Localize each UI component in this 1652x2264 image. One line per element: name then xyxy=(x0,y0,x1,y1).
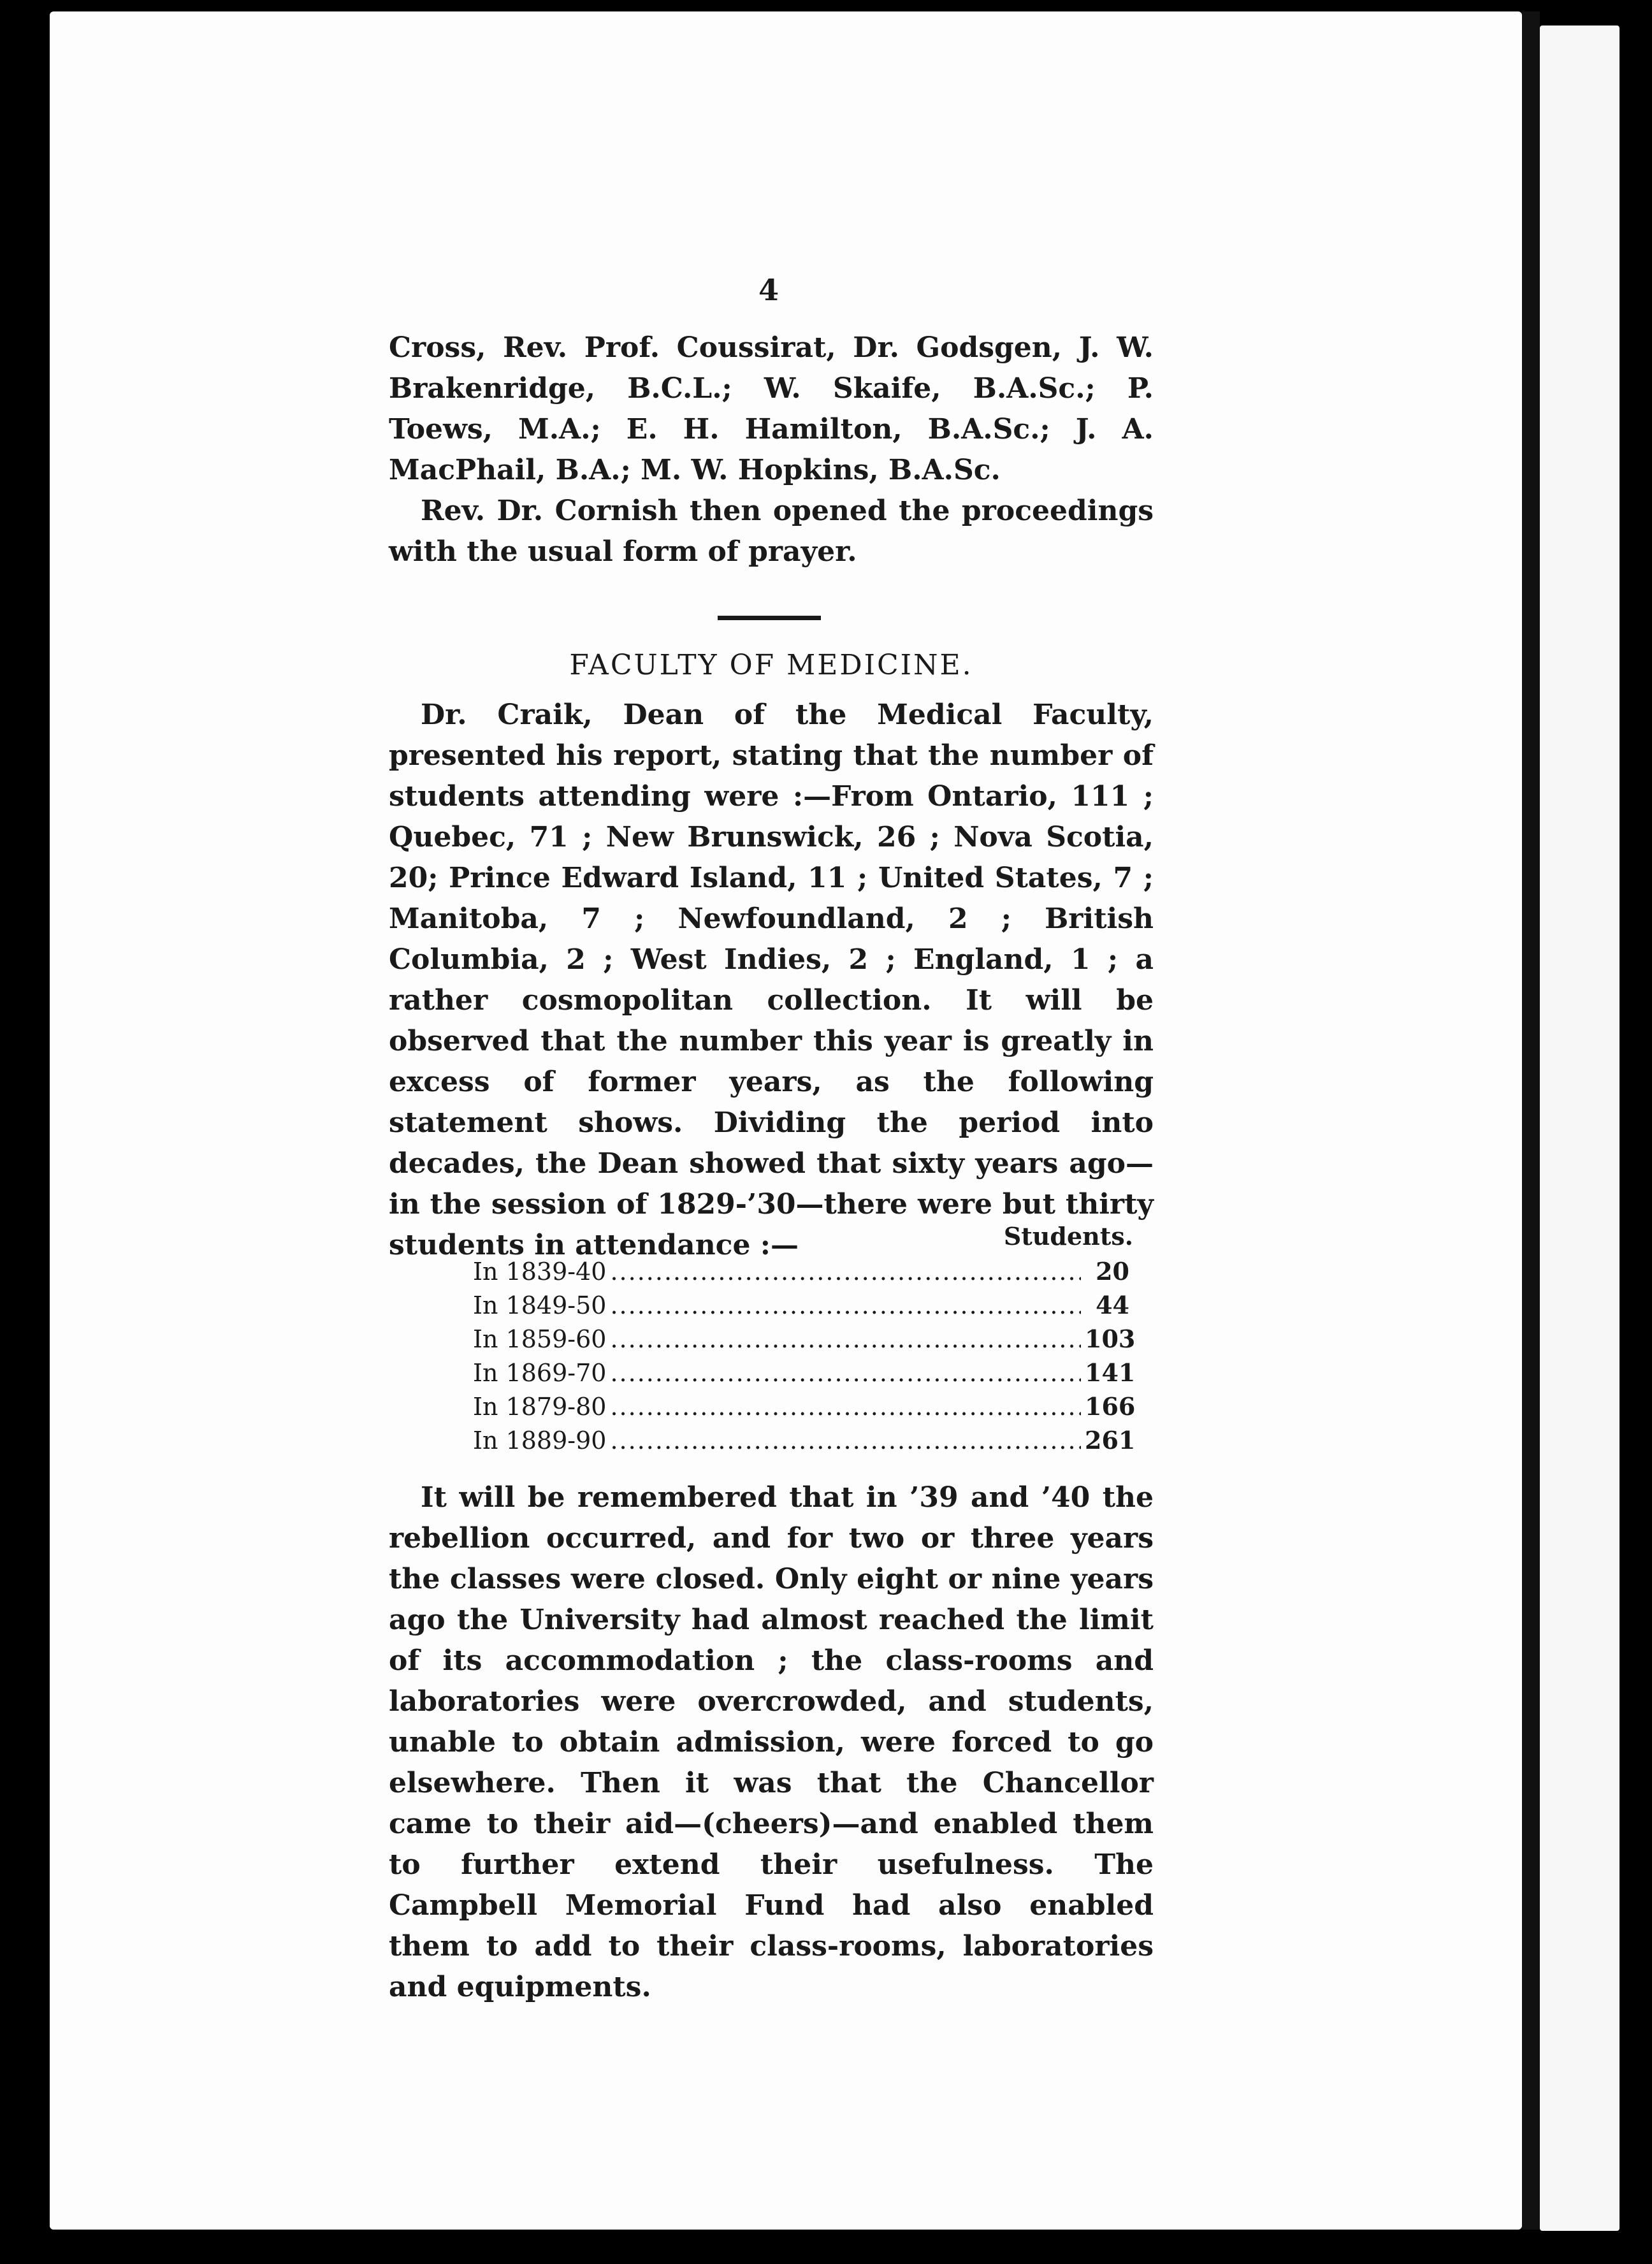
dot-leader xyxy=(610,1323,1081,1356)
student-count: 20 xyxy=(1096,1257,1129,1286)
period-label: In 1869-70 xyxy=(473,1359,607,1387)
student-count: 166 xyxy=(1085,1392,1136,1421)
prayer-block xyxy=(389,491,1154,572)
prayer-paragraph: Rev. Dr. Cornish then opened the proceedings with the usual form of prayer. xyxy=(389,495,1154,568)
period-label: In 1839-40 xyxy=(473,1258,607,1286)
attendees-block xyxy=(389,328,1154,491)
period-label: In 1889-90 xyxy=(473,1426,607,1455)
dean-report-paragraph: Dr. Craik, Dean of the Medical Faculty, presented his report, stating that the number of students attending were :—From Ontario, 111 ; Quebec, 71 ; New Brunswick, 26 ; Nova Scotia, 20; Prince Edward Island, 11 ; United States, 7 ; Manitoba, 7 ; Newfoundland, 2 ; British Columbia, 2 ; West Indies, 2 ; England, 1 ; a rather cosmopolitan collection. It will be observed that the number this year is greatly in excess of former years, as the following statement shows. Dividing the period into decades, the Dean showed that sixty years ago—in the session of 1829-’30—there were but thirty students in attendance :— xyxy=(389,699,1154,1261)
dot-leader xyxy=(610,1289,1081,1323)
table-row xyxy=(473,1288,1129,1322)
section-divider xyxy=(718,616,821,620)
period-label: In 1859-60 xyxy=(473,1325,607,1353)
student-count: 103 xyxy=(1085,1324,1136,1353)
dot-leader xyxy=(610,1356,1081,1390)
dot-leader xyxy=(610,1424,1081,1458)
dean-report-block xyxy=(389,695,1154,1266)
closing-block xyxy=(389,1477,1154,2008)
table-row xyxy=(473,1322,1136,1356)
attendees-paragraph: Cross, Rev. Prof. Coussirat, Dr. Godsgen, J. W. Brakenridge, B.C.L.; W. Skaife, B.A.Sc.; P. Toews, M.A.; E. H. Hamilton, B.A.Sc.; J. A. MacPhail, B.A.; M. W. Hopkins, B.A.Sc. xyxy=(389,331,1154,486)
students-column-header: Students. xyxy=(1003,1222,1133,1251)
table-row xyxy=(473,1390,1136,1423)
closing-paragraph: It will be remembered that in ’39 and ’40 the rebellion occurred, and for two or three years the classes were closed. Only eight or nine years ago the University had almost reached the limit of its accommodation ; the class-rooms and laboratories were overcrowded, and students, unable to obtain admission, were forced to go elsewhere. Then it was that the Chancellor came to their aid—(cheers)—and enabled them to further extend their usefulness. The Campbell Memorial Fund had also enabled them to add to their class-rooms, laboratories and equipments. xyxy=(389,1481,1154,2003)
student-count: 44 xyxy=(1096,1291,1129,1319)
table-row xyxy=(473,1356,1136,1390)
table-row xyxy=(473,1254,1129,1288)
table-row xyxy=(473,1423,1136,1457)
attendance-table xyxy=(473,1219,1136,1457)
section-heading: FACULTY OF MEDICINE. xyxy=(569,649,973,681)
period-label: In 1849-50 xyxy=(473,1291,607,1319)
student-count: 141 xyxy=(1085,1358,1136,1387)
period-label: In 1879-80 xyxy=(473,1393,607,1421)
page-gutter xyxy=(1522,11,1540,2230)
dot-leader xyxy=(610,1390,1081,1424)
student-count: 261 xyxy=(1085,1426,1136,1455)
dot-leader xyxy=(610,1255,1081,1289)
adjacent-page-edge xyxy=(1540,25,1619,2231)
page-number: 4 xyxy=(758,273,779,307)
